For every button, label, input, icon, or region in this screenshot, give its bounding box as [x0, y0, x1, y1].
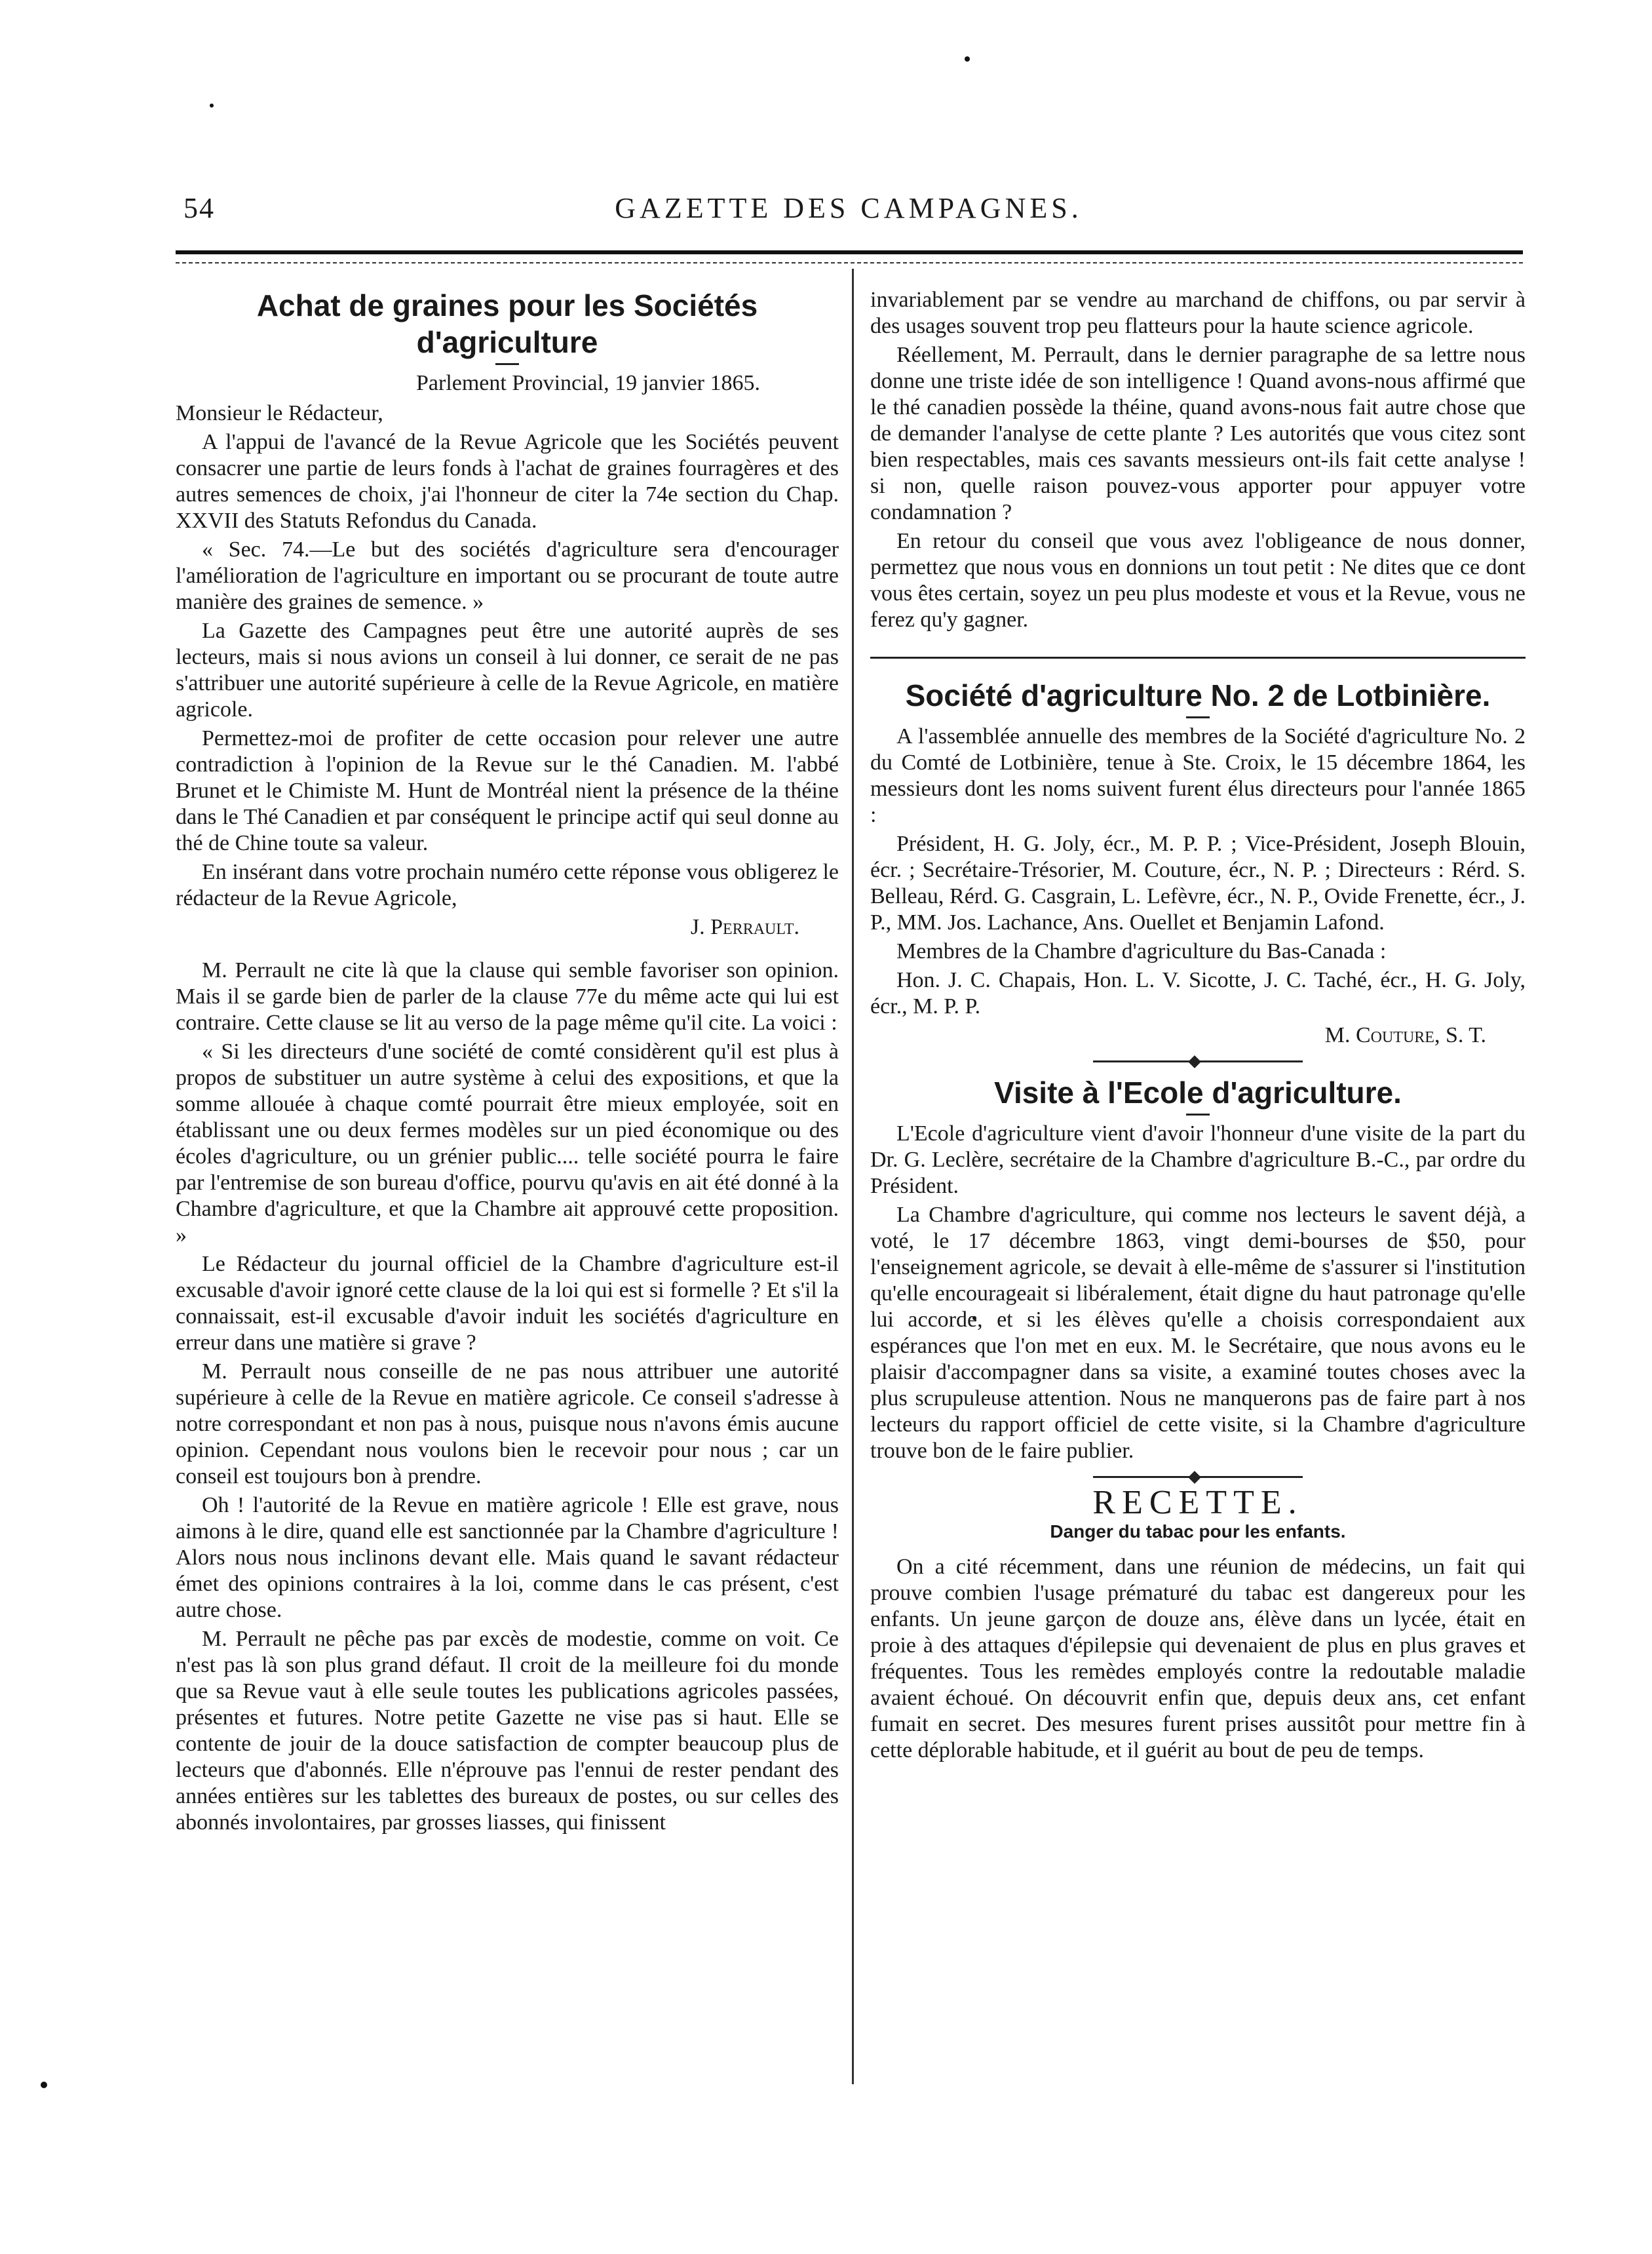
title-dash [495, 363, 519, 365]
header-rule-dashed [176, 262, 1523, 263]
spacer [176, 941, 839, 958]
paragraph: L'Ecole d'agriculture vient d'avoir l'honneur d'une visite de la part du Dr. G. Leclère, secrétaire de la Chambre d'agriculture B.-C., par ordre du Président. [870, 1121, 1526, 1198]
quoted-clause: « Si les directeurs d'une société de comté considèrent qu'il est plus à propos de substituer un autre système à celui des expositions, et que la somme allouée à chaque comté pourrait être mieux employée, soit en établissant une ou deux fermes modèles sur un pied économique ou des écoles d'agriculture, ou un grénier public.... telle société pourra le faire par l'entremise de son bureau d'office, pourvu qu'avis en ait été donné à la Chambre d'agriculture, et que la Chambre ait approuvé cette proposition. » [176, 1040, 839, 1247]
article-title-visite-ecole: Visite à l'Ecole d'agriculture. [994, 1076, 1402, 1110]
paragraph: Oh ! l'autorité de la Revue en matière agricole ! Elle est grave, nous aimons à le dire, quand elle est sanctionnée par la Chambre d'agriculture ! Alors nous nous inclinons devant elle. Mais quand le savant rédacteur émet des opinions contraires à la loi, comme dans le cas présent, c'est autre chose. [176, 1493, 839, 1622]
recette-subtitle: Danger du tabac pour les enfants. [1050, 1521, 1346, 1542]
article-title-achat-de-graines: Achat de graines pour les Sociétés d'agriculture [256, 288, 758, 359]
paragraph: Le Rédacteur du journal officiel de la Chambre d'agriculture est-il excusable d'avoir ignoré cette clause de la loi qui est si formelle ? Et s'il la connaissait, est-il excusable d'avoir induit les sociétés d'agriculture en erreur dans une matière si grave ? [176, 1252, 839, 1355]
article-title-lotbiniere: Société d'agriculture No. 2 de Lotbinière. [905, 678, 1491, 712]
dateline: Parlement Provincial, 19 janvier 1865. [416, 371, 760, 395]
paragraph: Réellement, M. Perrault, dans le dernier paragraphe de sa lettre nous donne une triste idée de son intelligence ! Quand avons-nous affirmé que le thé canadien possède la théine, quand avons-nous fait autre chose que de demander l'analyse de cette plante ? Les autorités que vous citez sont bien respectables, mais ces savants messieurs ont-ils fait cette analyse ! si non, quelle raison pouvez-vous apporter pour appuyer votre condamnation ? [870, 343, 1526, 524]
running-title: GAZETTE DES CAMPAGNES. [615, 192, 1083, 224]
signature: M. Couture, S. T. [1324, 1023, 1486, 1047]
quoted-statute: « Sec. 74.—Le but des sociétés d'agriculture sera d'encourager l'amélioration de l'agriculture en important ou se procurant de toute autre manière des graines de semence. » [176, 537, 839, 614]
right-column [870, 287, 1526, 1764]
paragraph-continued: invariablement par se vendre au marchand de chiffons, ou par servir à des usages souvent trop peu flatteurs pour la haute science agricole. [870, 288, 1526, 338]
paragraph: M. Perrault ne pêche pas par excès de modestie, comme on voit. Ce n'est pas là son plus grand défaut. Il croit de la meilleure foi du monde que sa Revue vaut à elle seule toutes les publications agricoles passées, présentes et futures. Notre petite Gazette ne vise pas si haut. Elle se contente de jouir de la douce satisfaction de compter beaucoup plus de lecteurs que d'abonnés. Elle n'éprouve pas l'ennui de rester pendant des années entières sur les tablettes des bureaux de postes, ou sur celles des abonnés involontaires, par grosses liasses, qui finissent [176, 1627, 839, 1835]
paragraph: M. Perrault ne cite là que la clause qui semble favoriser son opinion. Mais il se garde bien de parler de la clause 77e du même acte qui lui est contraire. Cette clause se lit au verso de la page même qu'il cite. La voici : [176, 958, 839, 1035]
paragraph: Président, H. G. Joly, écr., M. P. P. ; Vice-Président, Joseph Blouin, écr. ; Secrétaire-Trésorier, M. Couture, écr., N. P. ; Directeurs : Rérd. S. Belleau, Rérd. G. Casgrain, L. Lefèvre, écr., N. P., Ovide Frenette, écr., J. P., MM. Jos. Lachance, Ans. Ouellet et Benjamin Lafond. [870, 832, 1526, 935]
print-speck [41, 2082, 47, 2088]
column-divider [852, 269, 854, 2084]
header-rule [176, 250, 1523, 254]
paragraph: Hon. J. C. Chapais, Hon. L. V. Sicotte, J. C. Taché, écr., H. G. Joly, écr., M. P. P. [870, 968, 1526, 1019]
paragraph: A l'assemblée annuelle des membres de la Société d'agriculture No. 2 du Comté de Lotbinière, tenue à Ste. Croix, le 15 décembre 1864, les messieurs dont les noms suivent furent élus directeurs pour l'année 1865 : [870, 724, 1526, 827]
section-rule [870, 657, 1526, 659]
print-speck [965, 56, 970, 62]
paragraph: En retour du conseil que vous avez l'obligeance de nous donner, permettez que nous vous en donnions un tout petit : Ne dites que ce dont vous êtes certain, soyez un peu plus modeste et vous et la Revue, vous ne ferez qu'y gagner. [870, 529, 1526, 632]
title-dash [1186, 716, 1210, 718]
paragraph: M. Perrault nous conseille de ne pas nous attribuer une autorité supérieure à celle de la Revue en matière agricole. Ce conseil s'adresse à notre correspondant et non pas à nous, puisque nous n'avons émis aucune opinion. Cependant nous voulons bien le recevoir pour nous ; car un conseil est toujours bon à prendre. [176, 1359, 839, 1488]
print-speck [210, 104, 214, 107]
recette-title: RECETTE. [1092, 1484, 1303, 1521]
spacer [870, 633, 1526, 657]
signature: J. Perrault. [690, 915, 799, 939]
page-header [177, 191, 1520, 231]
paragraph: La Gazette des Campagnes peut être une autorité auprès de ses lecteurs, mais si nous avions un conseil à lui donner, ce serait de ne pas s'attribuer une autorité supérieure à celle de la Revue Agricole, en matière agricole. [176, 619, 839, 722]
paragraph: A l'appui de l'avancé de la Revue Agricole que les Sociétés peuvent consacrer une partie de leurs fonds à l'achat de graines fourragères et des autres semences de choix, j'ai l'honneur de citer la 74e section du Chap. XXVII des Statuts Refondus du Canada. [176, 430, 839, 533]
page-number: 54 [183, 192, 215, 224]
paragraph: On a cité récemment, dans une réunion de médecins, un fait qui prouve combien l'usage prématuré du tabac est dangereux pour les enfants. Un jeune garçon de douze ans, élève dans un lycée, était en proie à des attaques d'épilepsie qui devenaient de plus en plus graves et fréquentes. Tous les remèdes employés contre la redoutable maladie avaient échoué. On découvrit enfin que, depuis deux ans, cet enfant fumait en secret. Des mesures furent prises aussitôt pour mettre fin à cette déplorable habitude, et il guérit au bout de peu de temps. [870, 1555, 1526, 1762]
paragraph: Permettez-moi de profiter de cette occasion pour relever une autre contradiction à l'opinion de la Revue sur le thé Canadien. M. l'abbé Brunet et le Chimiste M. Hunt de Montréal nient la présence de la théine dans le Thé Canadien et par conséquent le principe actif qui seul donne au thé de Chine toute sa valeur. [176, 726, 839, 855]
paragraph: La Chambre d'agriculture, qui comme nos lecteurs le savent déjà, a voté, le 17 décembre 1863, vingt demi-bourses de $50, pour l'enseignement agricole, se devait à elle-même de s'assurer si l'institution qu'elle encourageait si libéralement, était digne du haut patronage qu'elle lui accorde, et si les élèves qu'elle a choisis correspondaient aux espérances que l'on met en eux. M. le Secrétaire, que nous avons eu le plaisir d'accompagner dans sa visite, a examiné toutes choses avec la plus scrupuleuse attention. Nous ne manquerons pas de faire part à nos lecteurs du rapport officiel de cette visite, si la Chambre d'agriculture trouve bon de le faire publier. [870, 1203, 1526, 1463]
left-column [176, 287, 839, 1836]
paragraph: Membres de la Chambre d'agriculture du Bas-Canada : [896, 939, 1387, 963]
paragraph: En insérant dans votre prochain numéro cette réponse vous obligerez le rédacteur de la Revue Agricole, [176, 860, 839, 910]
section-flourish [1093, 1476, 1303, 1478]
title-dash [1186, 1114, 1210, 1116]
section-flourish [1093, 1060, 1303, 1062]
salutation: Monsieur le Rédacteur, [176, 401, 383, 425]
